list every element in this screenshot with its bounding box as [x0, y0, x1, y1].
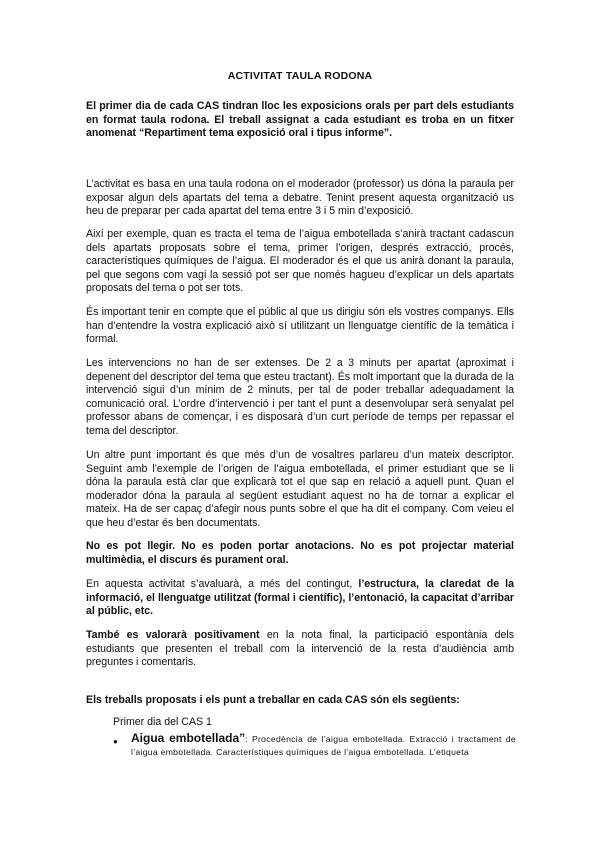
session-label: Primer dia del CAS 1 [113, 716, 212, 728]
list-item-text [131, 732, 516, 759]
topic-description: : Procedència de l’aigua embotellada. Extracció i tractament de l’aigua embotellada. Característiques químiques de l’aigua embotellada. L’etiqueta [131, 734, 517, 757]
paragraph-participation [86, 629, 514, 670]
topic-title: Aigua embotellada” [131, 731, 246, 745]
evaluation-criteria: l’estructura, la claredat de la informació, el llenguatge utilitzat (formal i científic), l’entonació, la capacitat d’arribar al públic, etc. [86, 578, 514, 618]
paragraph-evaluation [86, 578, 514, 619]
evaluation-text: En aquesta activitat s’avaluarà, a més del contingut, [86, 578, 359, 590]
paragraph-audience: És important tenir en compte que el públic al que us dirigiu són els vostres companys. Ells han d’entendre la vostra explicació això sí utilitzant un llenguatge científic de la temàtica i formal. [86, 306, 514, 346]
paragraph-activity: L’activitat es basa en una taula rodona on el moderador (professor) us dóna la paraula per exposar algun dels apartats del tema a debatre. Tenint present aquesta organització us heu de preparar per cada apartat del tema entre 3 i 5 min d’exposició. [86, 178, 514, 218]
paragraph-example: Així per exemple, quan es tracta el tema de l’aigua embotellada s’anirà tractant cadascun dels apartats proposats sobre el tema, primer l’origen, després extracció, procés, característiques químiques de l’aigua. El moderador és el que us anirà donant la paraula, pel que segons com vagi la sessió pot ser que només hagueu d’explicar un dels apartats proposats del tema o pot ser tots. [86, 228, 514, 295]
bullet-icon: ● [113, 737, 118, 746]
participation-text: en la nota final, la participació espontània dels estudiants que presenten el treball com la intervenció de la resta d’audiència amb preguntes i comentaris. [86, 629, 514, 669]
participation-emphasis: També es valorarà positivament [86, 629, 260, 641]
paragraph-duration: Les intervencions no han de ser extenses. De 2 a 3 minuts per apartat (aproximat i depenent del descriptor del tema que esteu tractant). És molt important que la durada de la intervenció sigui d’un mínim de 2 minuts, per tal de poder treballar adequadament la comunicació oral. L’ordre d’intervenció i per tant el punt a desenvolupar serà senyalat pel professor abans de començar, i es disposarà d’un curt període de temps per repassar el tema del descriptor. [86, 357, 514, 437]
proposed-works-heading: Els treballs proposats i els punt a treballar en cada CAS són els següents: [86, 694, 460, 706]
paragraph-descriptor: Un altre punt important és que més d’un de vosaltres parlareu d’un mateix descriptor. Seguint amb l’exemple de l’origen de l’aigua embotellada, el primer estudiant que se li dóna la paraula està clar que explicarà tot el que sap en relació a aquell punt. Quan el moderador dóna la paraula al següent estudiant aquest no ha de tornar a explicar el mateix. Ha de ser capaç d’afegir nous punts sobre el que ha dit el company. Com veieu el que heu d’estar és ben documentats. [86, 449, 514, 529]
intro-paragraph: El primer dia de cada CAS tindran lloc les exposicions orals per part dels estudiants en format taula rodona. El treball assignat a cada estudiant es troba en un fitxer anomenat “Repartiment tema exposició oral i tipus informe”. [86, 100, 514, 140]
paragraph-rules: No es pot llegir. No es poden portar anotacions. No es pot projectar material multimèdia, el discurs és purament oral. [86, 540, 514, 566]
page-title: ACTIVITAT TAULA RODONA [227, 70, 373, 82]
